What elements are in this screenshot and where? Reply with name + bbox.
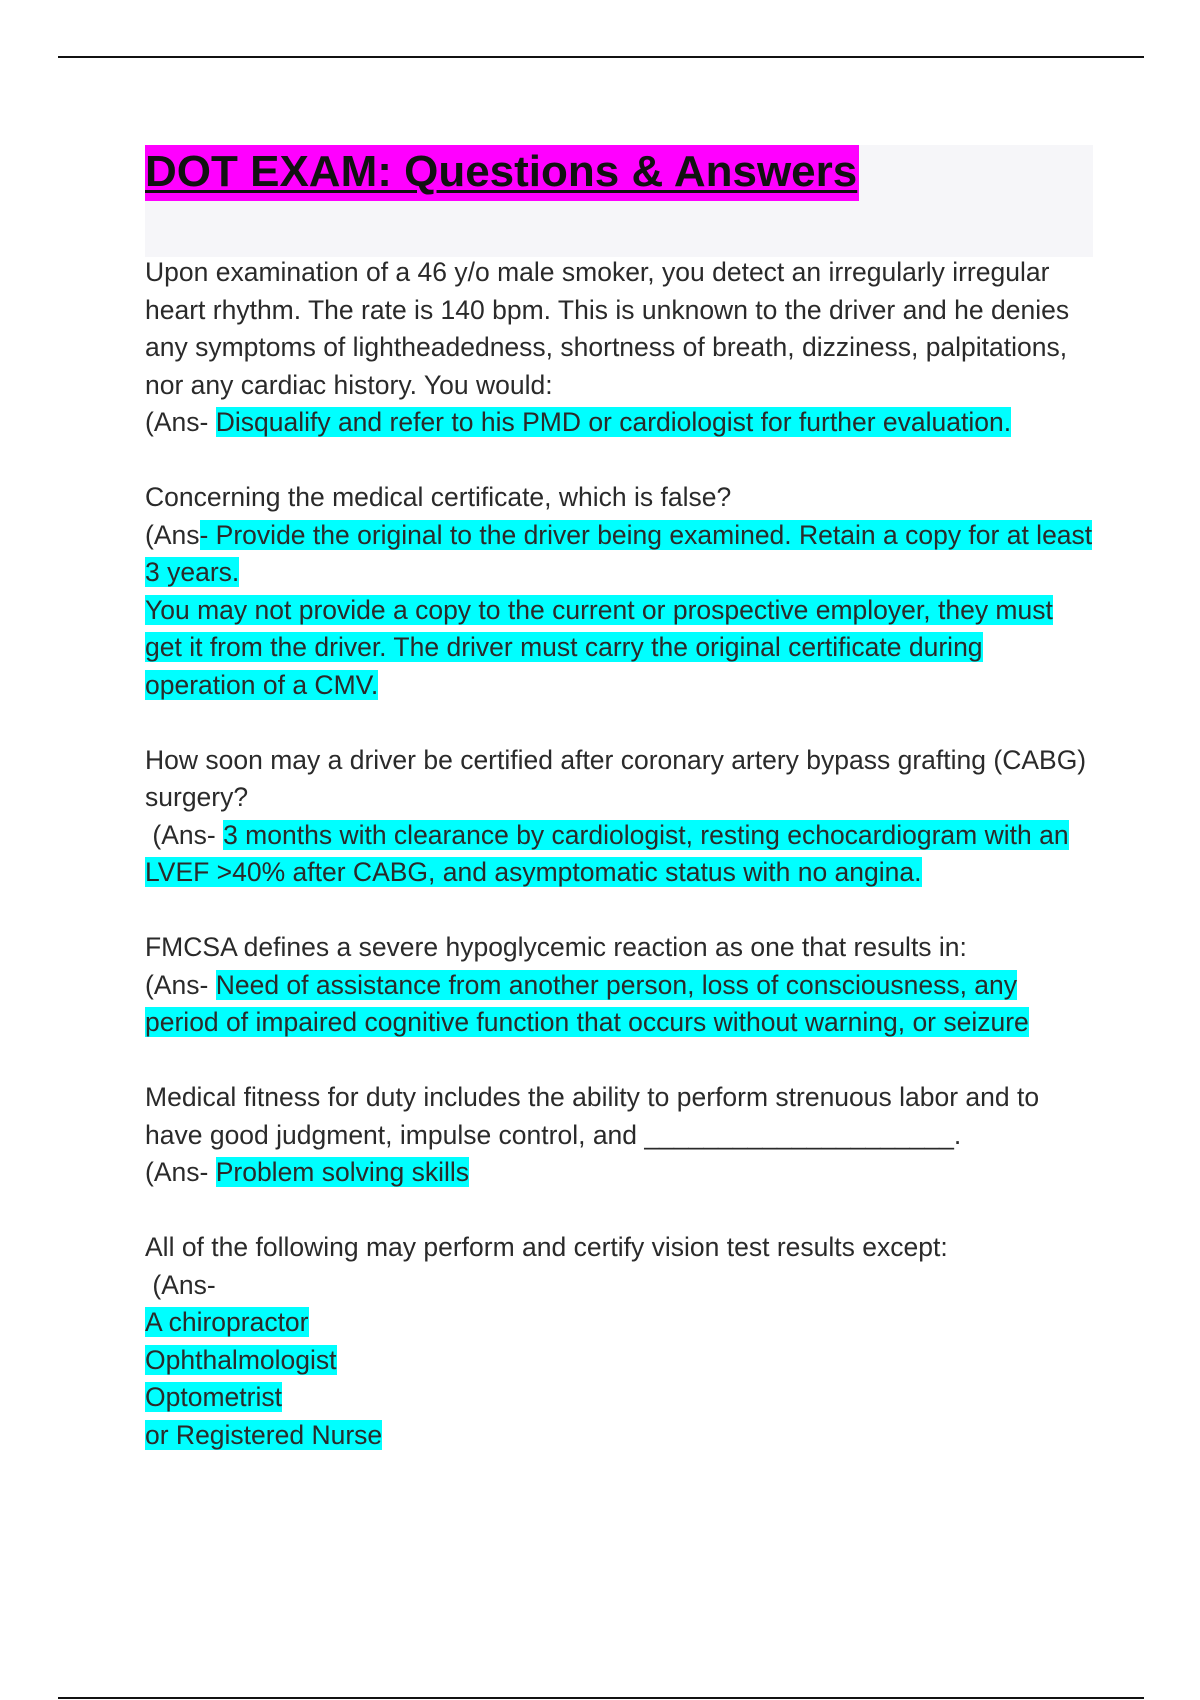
answer-1 (145, 404, 1095, 442)
question-2: Concerning the medical certificate, which is false? (145, 482, 732, 512)
title-block (145, 145, 1093, 257)
question-6: All of the following may perform and certify vision test results except: (145, 1232, 948, 1262)
answer-option (145, 1379, 1095, 1417)
answer-6 (145, 1267, 1095, 1305)
answer-2-text-continued: You may not provide a copy to the current or prospective employer, they must get it from the driver. The driver must carry the original certificate during operation of a CMV. (145, 594, 1053, 700)
page-title: DOT EXAM: Questions & Answers (145, 145, 859, 201)
answer-option-text: A chiropractor (145, 1307, 309, 1337)
answer-prefix: (Ans- (145, 1157, 209, 1187)
answer-option-text: Optometrist (145, 1382, 282, 1412)
answer-3-text: 3 months with clearance by cardiologist, resting echocardiogram with an LVEF >40% after CABG, and asymptomatic status with no angina. (145, 819, 1069, 887)
answer-option (145, 1417, 1095, 1455)
question-1: Upon examination of a 46 y/o male smoker, you detect an irregularly irregular heart rhythm. The rate is 140 bpm. This is unknown to the driver and he denies any symptoms of lightheadedness, shortness of breath, dizziness, palpitations, nor any cardiac history. You would: (145, 257, 1070, 400)
answer-4-text: Need of assistance from another person, loss of consciousness, any period of impaired cognitive function that occurs without warning, or seizure (145, 969, 1029, 1037)
answer-5 (145, 1154, 1095, 1192)
question-3: How soon may a driver be certified after coronary artery bypass grafting (CABG) surgery? (145, 744, 1087, 812)
qa-item-6 (145, 1229, 1095, 1454)
answer-3 (145, 817, 1095, 892)
answer-2-continued (145, 592, 1095, 705)
answer-6-options (145, 1304, 1095, 1454)
answer-5-text: Problem solving skills (215, 1157, 470, 1187)
answer-prefix: (Ans- (152, 1269, 216, 1300)
page-top-rule (58, 56, 1144, 58)
answer-option (145, 1342, 1095, 1380)
answer-option-text: or Registered Nurse (145, 1419, 383, 1450)
answer-2 (145, 517, 1095, 592)
answer-prefix: (Ans- (145, 407, 209, 437)
answer-1-text: Disqualify and refer to his PMD or cardiologist for further evaluation. (215, 407, 1012, 437)
page-bottom-rule (58, 1697, 1144, 1699)
qa-item-2 (145, 479, 1095, 704)
answer-option-text: Ophthalmologist (145, 1344, 337, 1375)
answer-2-text: - Provide the original to the driver being examined. Retain a copy for at least 3 years. (145, 519, 1093, 587)
qa-item-4 (145, 929, 1095, 1042)
answer-prefix: (Ans (145, 519, 200, 550)
question-5: Medical fitness for duty includes the ability to perform strenuous labor and to have good judgment, impulse control, and _____________________. (145, 1082, 1040, 1150)
answer-prefix: (Ans- (152, 819, 216, 850)
question-4: FMCSA defines a severe hypoglycemic reaction as one that results in: (145, 932, 967, 962)
answer-4 (145, 967, 1095, 1042)
qa-list (145, 254, 1095, 1492)
answer-prefix: (Ans- (145, 969, 209, 1000)
answer-option (145, 1304, 1095, 1342)
qa-item-5 (145, 1079, 1095, 1192)
qa-item-3 (145, 742, 1095, 892)
qa-item-1 (145, 254, 1095, 442)
